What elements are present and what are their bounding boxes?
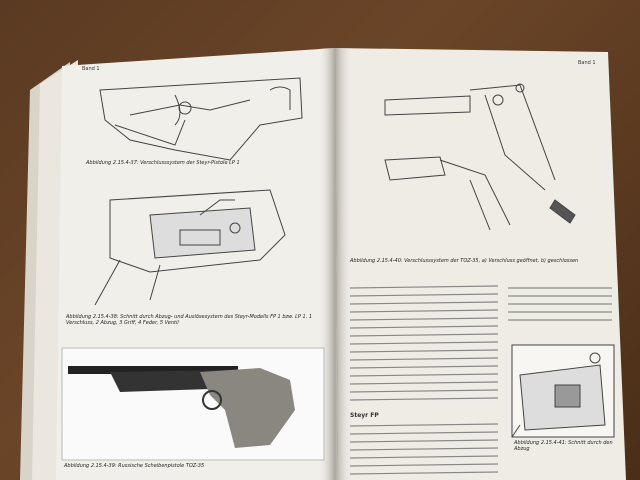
- subheading-steyr: Steyr FP: [350, 412, 379, 419]
- figure-trigger-section: [512, 345, 614, 437]
- caption-fig-40: Abbildung 2.15.4-40: Verschlusssystem der TOZ-35, a) Verschluss geöffnet, b) geschlossen: [350, 258, 579, 264]
- figure-pistol-photo: [62, 348, 324, 460]
- caption-fig-41: Abbildung 2.15.4-41: Schnitt durch den Abzug: [514, 440, 613, 452]
- caption-fig-39: Abbildung 2.15.4-39: Russische Scheibenpistole TOZ-35: [64, 463, 205, 469]
- caption-fig-38: Abbildung 2.15.4-38: Schnitt durch Abzug- und Auslösesystem des Steyr-Modells FP 1 bzw. LP 1. 1 Verschluss, 2 Abzug, 3 Griff, 4 Feder, 5 Ventil: [66, 314, 313, 326]
- left-page-header: Band 1: [82, 66, 100, 72]
- caption-fig-37: Abbildung 2.15.4-37: Verschlusssystem der Steyr-Pistole LP 1: [86, 160, 240, 166]
- right-page-header: Band 1: [578, 60, 596, 66]
